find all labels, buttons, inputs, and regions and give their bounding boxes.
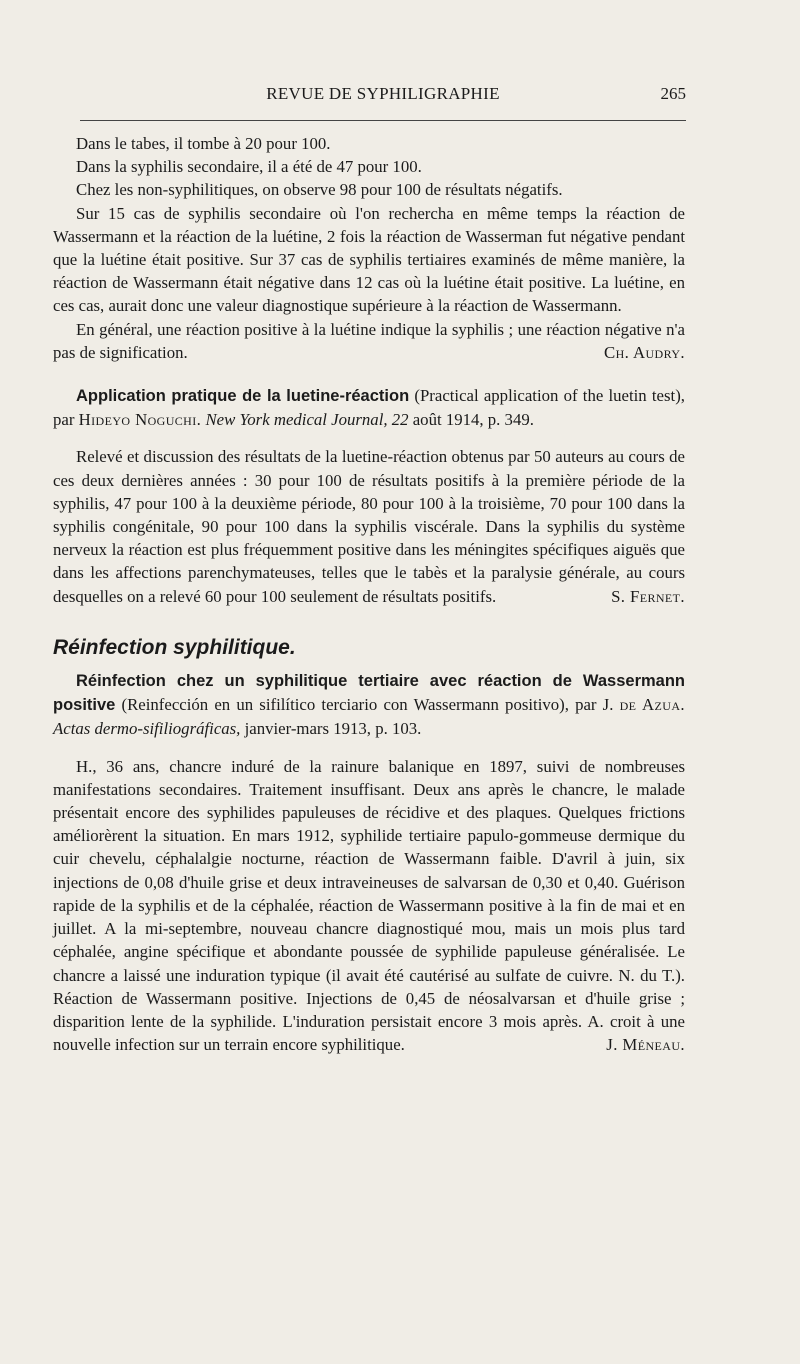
header-rule [80, 120, 686, 121]
paragraph [53, 318, 685, 364]
citation-date: août 1914, p. 349. [408, 410, 534, 430]
signature: Ch. Audry. [604, 342, 685, 362]
journal-title: REVUE DE SYPHILIGRAPHIE [266, 84, 500, 103]
page-number: 265 [660, 84, 686, 103]
journal: Actas dermo-sifiliográficas, [53, 719, 241, 739]
author: de Azua. [619, 695, 685, 715]
article-summary [53, 755, 685, 1057]
paragraph-text: En général, une réaction positive à la luétine indique la syphilis ; une réaction négative n'a pas de signification. [53, 319, 685, 362]
page-body [53, 132, 685, 1056]
summary-text: Relevé et discussion des résultats de la luetine-réaction obtenus par 50 auteurs au cours de ces deux dernières années : 30 pour 100 de résultats positifs à la première période de la syphilis, 47 pour 100 à la deuxième période, 80 pour 100 à la troisième, 70 pour 100 dans la syphilis congénitale, 90 pour 100 dans la syphilis viscérale. Dans la syphilis du système nerveux la réaction est plus fréquemment positive dans les méningites spécifiques aiguës que dans les affections parenchymateuses, telles que le tabès et la paralysie générale, au cours desquelles on a relevé 60 pour 100 seulement de résultats positifs. [53, 447, 685, 606]
running-header [80, 84, 686, 114]
journal: New York medical Journal, 22 [201, 410, 409, 430]
section-heading: Réinfection syphilitique. [53, 635, 296, 659]
citation-text: (Reinfección en un sifilítico terciario con Wassermann positivo), par J. [115, 695, 620, 715]
paragraph: Chez les non-syphilitiques, on observe 98 pour 100 de résultats négatifs. [76, 180, 563, 200]
summary-text: H., 36 ans, chancre induré de la rainure balanique en 1897, suivi de nombreuses manifestations secondaires. Traitement insuffisant. Deux ans après le chancre, le malade présentait encore des syphilides papuleuses de récidive et des plaques. Quelques frictions améliorèrent la situation. En mars 1912, syphilide tertiaire papulo-gommeuse dermique du cuir chevelu, céphalalgie nocturne, réaction de Wassermann faible. D'avril à juin, six injections de 0,08 d'huile grise et deux intraveineuses de salvarsan de 0,30 et 0,40. Guérison rapide de la syphilis et de la céphalée, réaction de Wassermann positive à la fin de mai et en juillet. A la mi-septembre, nouveau chancre diagnostiqué mou, mais un mois plus tard céphalée, angine spécifique et abondante poussée de syphilide papuleuse généralisée. Le chancre a laissé une induration typique (il avait été cautérisé au sulfate de cuivre. N. du T.). Réaction de Wassermann positive. Injections de 0,45 de néosalvarsan et d'huile grise ; disparition lente de la syphilide. L'induration persistait encore 3 mois après. A. croit à une nouvelle infection sur un terrain encore syphilitique. [53, 756, 685, 1055]
signature: S. Fernet. [611, 586, 685, 606]
citation-date: janvier-mars 1913, p. 103. [240, 719, 422, 739]
article-summary [53, 445, 685, 607]
paragraph: Dans le tabes, il tombe à 20 pour 100. [76, 134, 331, 153]
paragraph: Dans la syphilis secondaire, il a été de 47 pour 100. [76, 157, 422, 177]
article-title: Application pratique de la luetine-réaction [76, 387, 410, 406]
author: Hideyo Noguchi. [78, 410, 202, 430]
article-title: Réinfection chez un syphilitique tertiaire avec réaction de Wassermann positive [53, 672, 685, 715]
signature: J. Méneau. [606, 1035, 685, 1055]
article-citation [53, 669, 685, 741]
citation-text: (Practical application of the luetin test), par [53, 386, 685, 430]
paragraph: Sur 15 cas de syphilis secondaire où l'on rechercha en même temps la réaction de Wassermann et la réaction de la luétine, 2 fois la réaction de Wasserman fut négative pendant que la luétine était positive. Sur 37 cas de syphilis tertiaires examinés de même manière, la réaction de Wassermann était négative dans 12 cas où la luétine était positive. La luétine, en ces cas, aurait donc une valeur diagnostique supérieure à la réaction de Wassermann. [53, 203, 685, 316]
article-citation [53, 384, 685, 431]
